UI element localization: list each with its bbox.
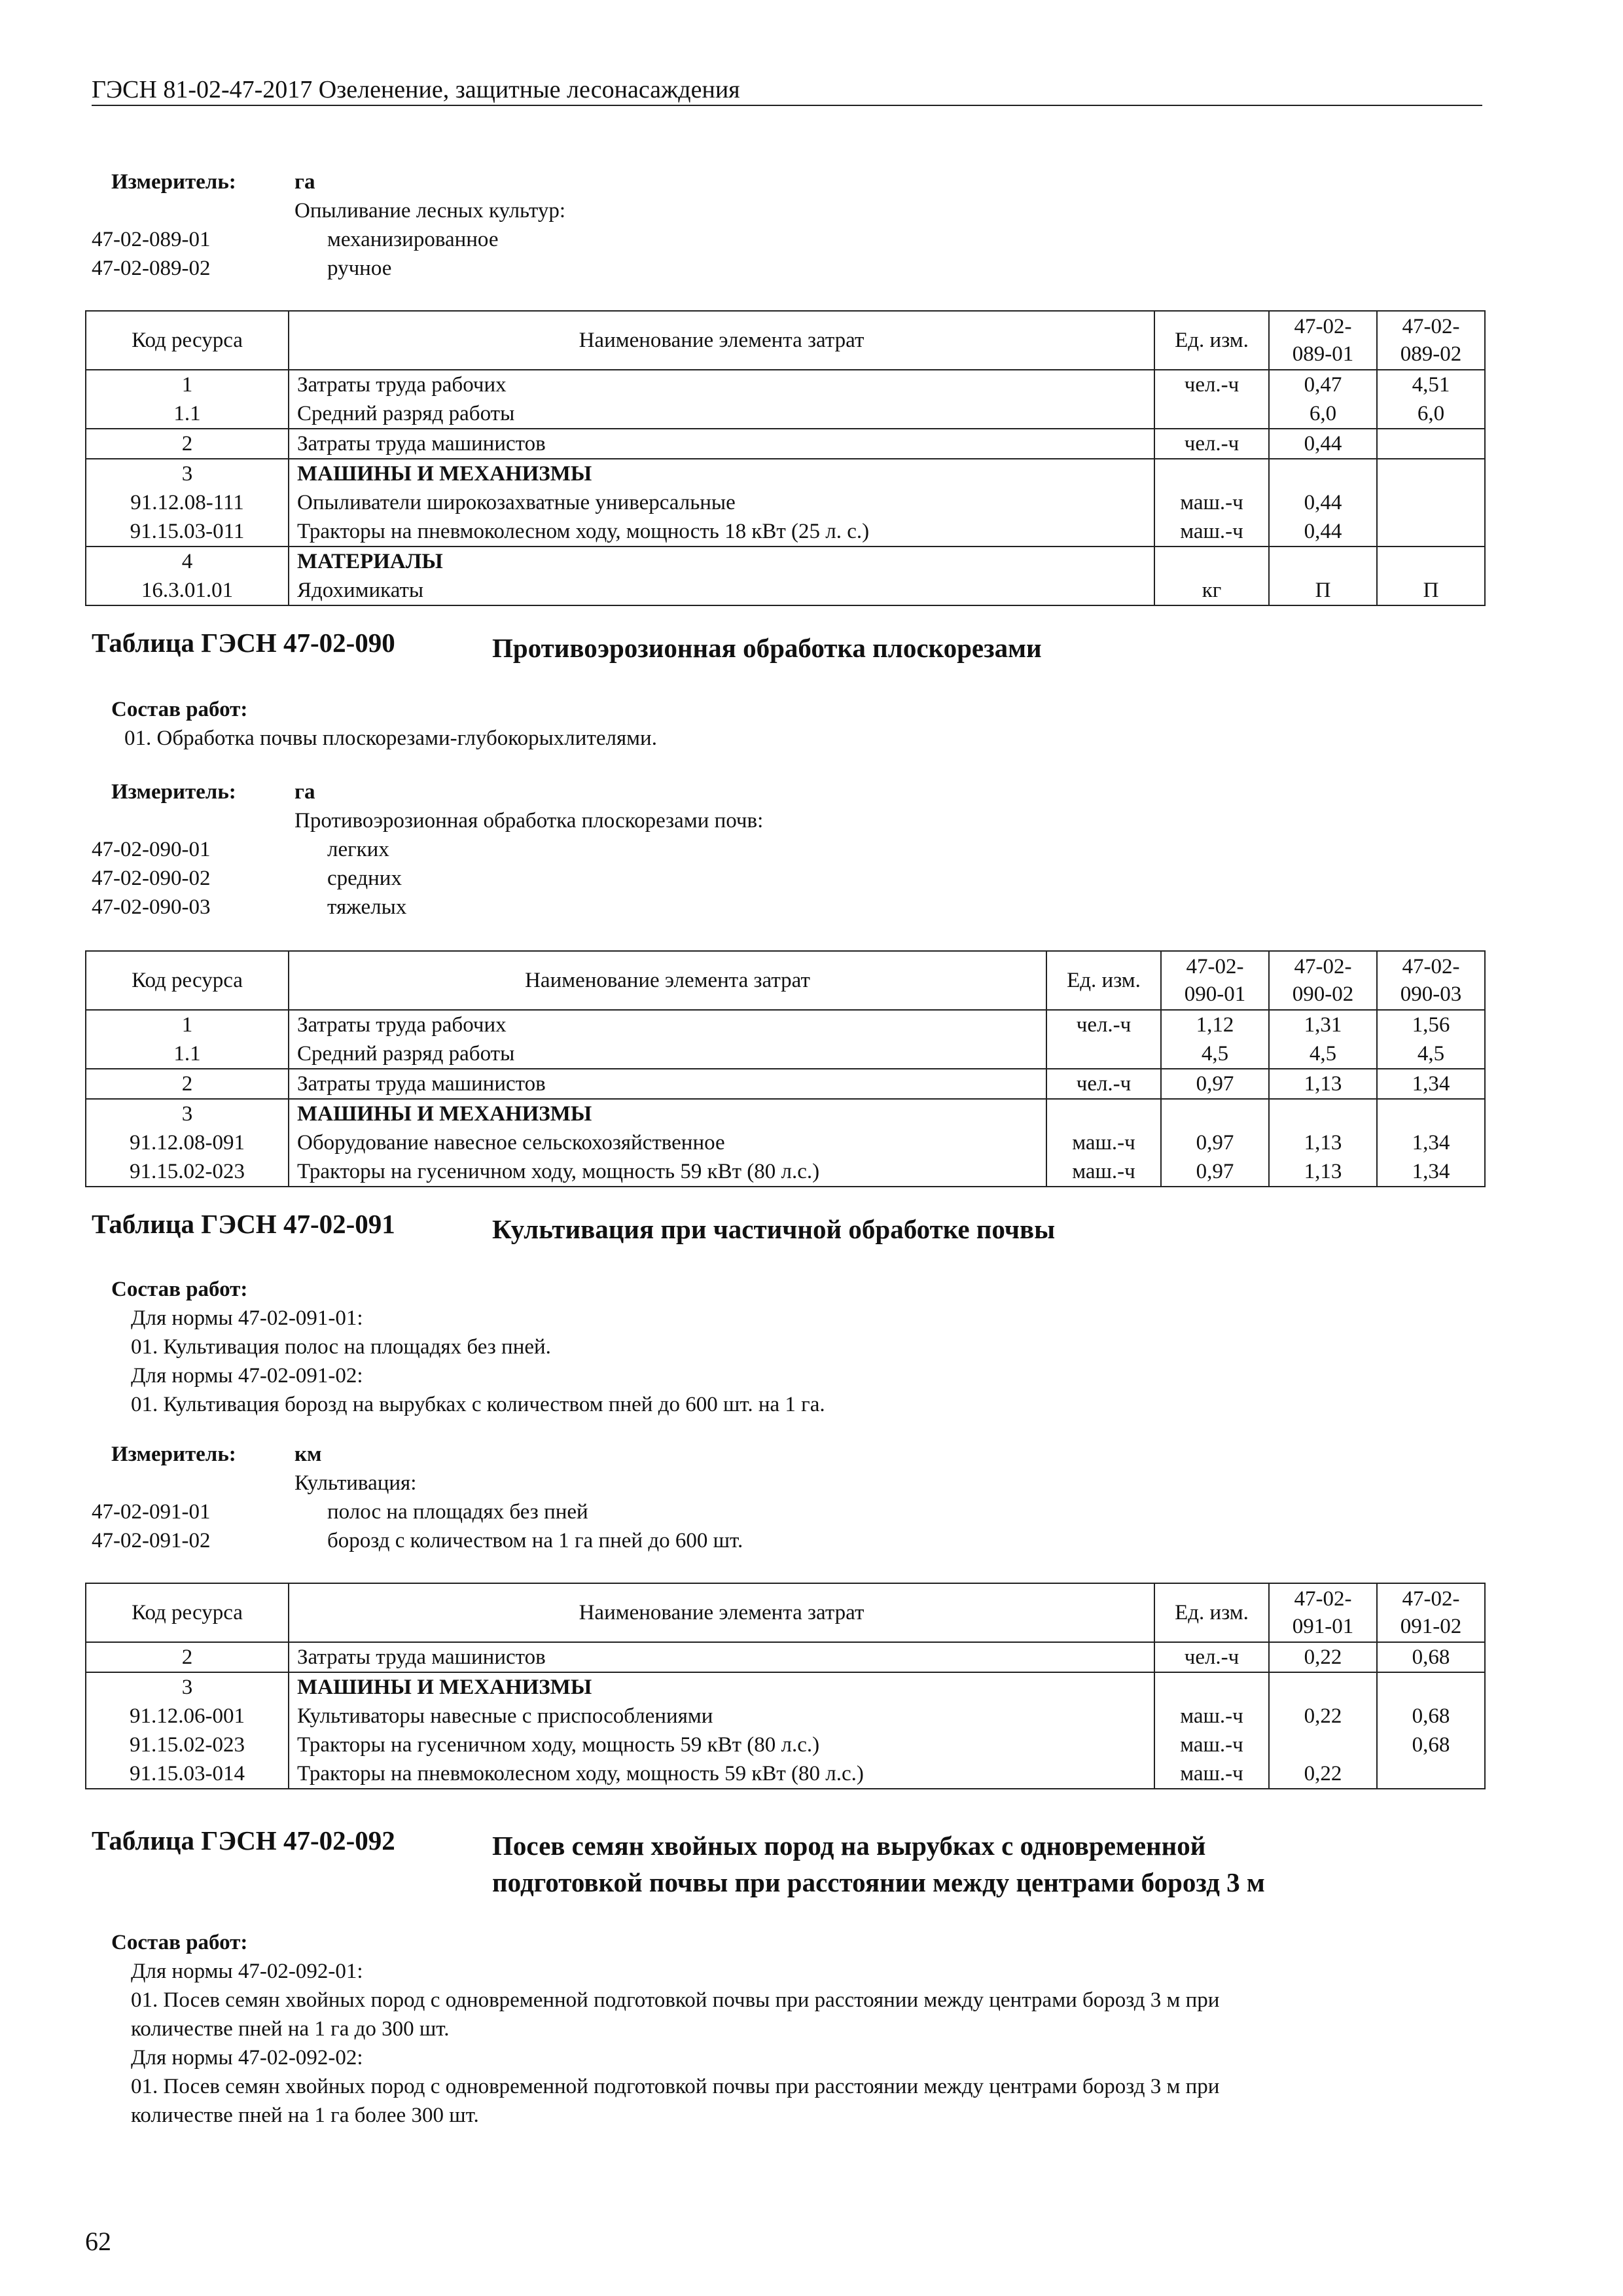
sostav-line: 01. Посев семян хвойных пород с одновременной подготовкой почвы при расстоянии между центрами борозд 3 м при — [131, 1988, 1220, 2012]
col-header: 47-02- 090-01 — [1161, 951, 1269, 1010]
norm-code: 47-02-091-02 — [92, 1528, 211, 1552]
table-cell: 0,97 — [1161, 1157, 1269, 1187]
table-cell: чел.-ч — [1046, 1069, 1161, 1099]
table-cell — [1046, 1039, 1161, 1069]
table-row — [86, 399, 1485, 429]
table-cell: 0,97 — [1161, 1069, 1269, 1099]
norm-text: полос на площадях без пней — [327, 1499, 588, 1524]
table-cell: 1,13 — [1269, 1128, 1377, 1157]
sostav-line: 01. Культивация борозд на вырубках с количеством пней до 600 шт. на 1 га. — [131, 1393, 825, 1416]
col-header: 47-02- 089-01 — [1269, 311, 1377, 370]
table-cell: 0,44 — [1269, 429, 1377, 459]
table-row — [86, 1759, 1485, 1789]
meter-block-090 — [92, 778, 1482, 922]
col-header: Наименование элемента затрат — [289, 1583, 1154, 1642]
col-header: Код ресурса — [86, 311, 289, 370]
table-cell: Тракторы на пневмоколесном ходу, мощность 59 кВт (80 л.с.) — [289, 1759, 1154, 1789]
table-cell: 2 — [86, 429, 289, 459]
table-row — [86, 1672, 1485, 1702]
table-cell — [1269, 459, 1377, 488]
table-cell: 91.12.08-111 — [86, 488, 289, 517]
table-cell: 1,34 — [1377, 1069, 1485, 1099]
col-header: Ед. изм. — [1154, 311, 1269, 370]
col-header: 47-02- 091-02 — [1377, 1583, 1485, 1642]
table-cell: 6,0 — [1269, 399, 1377, 429]
table-cell: 3 — [86, 1099, 289, 1128]
table-cell: Затраты труда рабочих — [289, 1010, 1046, 1039]
sostav-line: 01. Культивация полос на площадях без пней. — [131, 1335, 551, 1359]
table-header-row — [86, 311, 1485, 370]
table-row — [86, 459, 1485, 488]
table-cell — [1269, 1672, 1377, 1702]
table-cell — [1377, 547, 1485, 576]
meter-intro: Опыливание лесных культур: — [294, 198, 565, 223]
table-cell: Тракторы на гусеничном ходу, мощность 59 кВт (80 л.с.) — [289, 1731, 1154, 1759]
table-cell: 0,68 — [1377, 1731, 1485, 1759]
table-cell: 2 — [86, 1642, 289, 1672]
sostav-rabot-091 — [111, 1275, 1479, 1419]
table-row — [86, 1731, 1485, 1759]
table-cell: 1.1 — [86, 399, 289, 429]
table-cell: 4 — [86, 547, 289, 576]
sostav-line: Для нормы 47-02-092-01: — [131, 1960, 363, 1983]
table-cell: 0,44 — [1269, 488, 1377, 517]
sostav-line: 01. Обработка почвы плоскорезами-глубокорыхлителями. — [124, 726, 657, 750]
norm-code: 47-02-090-02 — [92, 866, 211, 890]
sostav-label: Состав работ: — [111, 1278, 248, 1301]
table-cell: 0,68 — [1377, 1702, 1485, 1731]
norm-code: 47-02-090-03 — [92, 895, 211, 919]
table-cell — [1154, 547, 1269, 576]
meter-label: Измеритель: — [111, 780, 236, 804]
table-cell: 0,22 — [1269, 1702, 1377, 1731]
table-cell: чел.-ч — [1154, 429, 1269, 459]
col-header: Ед. изм. — [1154, 1583, 1269, 1642]
sostav-rabot-092 — [111, 1928, 1479, 2130]
table-cell: Ядохимикаты — [289, 576, 1154, 605]
meter-block-091 — [92, 1440, 1482, 1555]
table-cell: маш.-ч — [1154, 517, 1269, 547]
table-cell: 1,12 — [1161, 1010, 1269, 1039]
table-row — [86, 1642, 1485, 1672]
table-cell: чел.-ч — [1154, 370, 1269, 399]
table-cell: 4,5 — [1161, 1039, 1269, 1069]
table-cell: 3 — [86, 1672, 289, 1702]
meter-block-089 — [92, 168, 1482, 283]
table-cell: 0,47 — [1269, 370, 1377, 399]
table-cell: 1,13 — [1269, 1157, 1377, 1187]
table-code: Таблица ГЭСН 47-02-092 — [92, 1825, 395, 1856]
table-cell: маш.-ч — [1046, 1128, 1161, 1157]
col-header: Наименование элемента затрат — [289, 951, 1046, 1010]
meter-intro: Культивация: — [294, 1471, 417, 1495]
col-header: Ед. изм. — [1046, 951, 1161, 1010]
resource-table-090 — [85, 950, 1486, 1187]
table-cell: 2 — [86, 1069, 289, 1099]
page-number: 62 — [85, 2227, 111, 2256]
table-header-row — [86, 1583, 1485, 1642]
table-row — [86, 370, 1485, 399]
table-cell: 91.12.08-091 — [86, 1128, 289, 1157]
table-cell: 16.3.01.01 — [86, 576, 289, 605]
table-row — [86, 1157, 1485, 1187]
sostav-line: Для нормы 47-02-092-02: — [131, 2046, 363, 2070]
table-cell: Оборудование навесное сельскохозяйственное — [289, 1128, 1046, 1157]
table-cell: чел.-ч — [1046, 1010, 1161, 1039]
table-name: Противоэрозионная обработка плоскорезами — [492, 633, 1042, 663]
table-cell — [1377, 459, 1485, 488]
table-cell: 6,0 — [1377, 399, 1485, 429]
table-cell: 4,5 — [1269, 1039, 1377, 1069]
table-name: Культивация при частичной обработке почвы — [492, 1214, 1056, 1244]
table-cell — [1377, 517, 1485, 547]
section-title-091 — [92, 1211, 1482, 1247]
norm-code: 47-02-091-01 — [92, 1499, 211, 1524]
table-code: Таблица ГЭСН 47-02-091 — [92, 1209, 395, 1239]
sostav-line: количестве пней на 1 га более 300 шт. — [131, 2104, 479, 2127]
table-cell: П — [1377, 576, 1485, 605]
norm-text: механизированное — [327, 227, 499, 251]
table-cell — [1154, 459, 1269, 488]
table-row — [86, 517, 1485, 547]
table-cell: 1,34 — [1377, 1128, 1485, 1157]
table-cell — [1377, 1099, 1485, 1128]
sostav-line: количестве пней на 1 га до 300 шт. — [131, 2017, 450, 2041]
table-cell: Затраты труда рабочих — [289, 370, 1154, 399]
table-cell: П — [1269, 576, 1377, 605]
col-header: 47-02- 089-02 — [1377, 311, 1485, 370]
table-row — [86, 488, 1485, 517]
table-row — [86, 547, 1485, 576]
meter-unit: км — [294, 1442, 322, 1466]
table-cell: чел.-ч — [1154, 1642, 1269, 1672]
norm-text: ручное — [327, 256, 392, 280]
meter-unit: га — [294, 780, 315, 804]
table-cell: Средний разряд работы — [289, 1039, 1046, 1069]
norm-code: 47-02-090-01 — [92, 837, 211, 861]
table-row — [86, 429, 1485, 459]
section-title-090 — [92, 630, 1482, 666]
sostav-label: Состав работ: — [111, 698, 248, 721]
table-cell: МАШИНЫ И МЕХАНИЗМЫ — [289, 459, 1154, 488]
col-header: 47-02- 090-03 — [1377, 951, 1485, 1010]
table-row — [86, 576, 1485, 605]
col-header: 47-02- 091-01 — [1269, 1583, 1377, 1642]
meter-intro: Противоэрозионная обработка плоскорезами почв: — [294, 808, 764, 833]
table-cell — [1269, 1099, 1377, 1128]
resource-table-091 — [85, 1583, 1486, 1789]
table-cell: Культиваторы навесные с приспособлениями — [289, 1702, 1154, 1731]
table-cell: МАШИНЫ И МЕХАНИЗМЫ — [289, 1099, 1046, 1128]
table-row — [86, 1069, 1485, 1099]
table-cell — [1046, 1099, 1161, 1128]
meter-unit: га — [294, 170, 315, 194]
table-cell: 91.15.02-023 — [86, 1731, 289, 1759]
col-header: Код ресурса — [86, 1583, 289, 1642]
table-cell — [1377, 429, 1485, 459]
table-cell: маш.-ч — [1154, 1702, 1269, 1731]
table-cell: 91.15.03-011 — [86, 517, 289, 547]
table-cell: Средний разряд работы — [289, 399, 1154, 429]
sostav-line: Для нормы 47-02-091-01: — [131, 1306, 363, 1330]
table-cell: маш.-ч — [1154, 1731, 1269, 1759]
table-cell: 1 — [86, 370, 289, 399]
norm-text: борозд с количеством на 1 га пней до 600 шт. — [327, 1528, 743, 1552]
table-cell — [1377, 1759, 1485, 1789]
table-cell: 91.15.02-023 — [86, 1157, 289, 1187]
table-cell: 1,56 — [1377, 1010, 1485, 1039]
table-row — [86, 1128, 1485, 1157]
col-header: Наименование элемента затрат — [289, 311, 1154, 370]
table-cell — [1161, 1099, 1269, 1128]
table-name: Посев семян хвойных пород на вырубках с одновременной подготовкой почвы при расстоянии между центрами борозд 3 м — [492, 1831, 1265, 1897]
table-cell: Затраты труда машинистов — [289, 1069, 1046, 1099]
section-title-092 — [92, 1827, 1482, 1901]
resource-table-089 — [85, 310, 1486, 606]
table-cell: Тракторы на гусеничном ходу, мощность 59 кВт (80 л.с.) — [289, 1157, 1046, 1187]
table-cell — [1377, 488, 1485, 517]
meter-label: Измеритель: — [111, 170, 236, 194]
table-cell: Тракторы на пневмоколесном ходу, мощность 18 кВт (25 л. с.) — [289, 517, 1154, 547]
table-row — [86, 1039, 1485, 1069]
table-cell: маш.-ч — [1046, 1157, 1161, 1187]
table-row — [86, 1099, 1485, 1128]
table-cell: 1 — [86, 1010, 289, 1039]
table-cell: 91.15.03-014 — [86, 1759, 289, 1789]
table-cell: Затраты труда машинистов — [289, 429, 1154, 459]
sostav-rabot-090 — [111, 695, 1479, 753]
table-cell: 0,97 — [1161, 1128, 1269, 1157]
col-header: 47-02- 090-02 — [1269, 951, 1377, 1010]
table-cell — [1377, 1672, 1485, 1702]
norm-text: тяжелых — [327, 895, 407, 919]
table-cell: МАТЕРИАЛЫ — [289, 547, 1154, 576]
table-row — [86, 1010, 1485, 1039]
sostav-line: 01. Посев семян хвойных пород с одновременной подготовкой почвы при расстоянии между центрами борозд 3 м при — [131, 2075, 1220, 2098]
table-cell: 1,34 — [1377, 1157, 1485, 1187]
table-cell: 4,51 — [1377, 370, 1485, 399]
table-cell: 91.12.06-001 — [86, 1702, 289, 1731]
table-cell: 0,22 — [1269, 1642, 1377, 1672]
table-cell: маш.-ч — [1154, 488, 1269, 517]
table-cell — [1154, 399, 1269, 429]
table-cell: 0,22 — [1269, 1759, 1377, 1789]
table-row — [86, 1702, 1485, 1731]
table-cell: 1,31 — [1269, 1010, 1377, 1039]
meter-label: Измеритель: — [111, 1442, 236, 1466]
table-cell: 0,44 — [1269, 517, 1377, 547]
norm-text: легких — [327, 837, 389, 861]
table-cell: 1,13 — [1269, 1069, 1377, 1099]
table-cell: маш.-ч — [1154, 1759, 1269, 1789]
table-cell: 1.1 — [86, 1039, 289, 1069]
table-cell: 3 — [86, 459, 289, 488]
table-header-row — [86, 951, 1485, 1010]
table-cell — [1269, 1731, 1377, 1759]
running-header: ГЭСН 81-02-47-2017 Озеленение, защитные лесонасаждения — [92, 77, 1482, 106]
table-cell: кг — [1154, 576, 1269, 605]
norm-text: средних — [327, 866, 402, 890]
sostav-line: Для нормы 47-02-091-02: — [131, 1364, 363, 1388]
table-cell: Опыливатели широкозахватные универсальные — [289, 488, 1154, 517]
table-cell: 0,68 — [1377, 1642, 1485, 1672]
norm-code: 47-02-089-02 — [92, 256, 211, 280]
table-cell: 4,5 — [1377, 1039, 1485, 1069]
table-cell: МАШИНЫ И МЕХАНИЗМЫ — [289, 1672, 1154, 1702]
sostav-label: Состав работ: — [111, 1931, 248, 1954]
table-cell — [1269, 547, 1377, 576]
col-header: Код ресурса — [86, 951, 289, 1010]
table-cell: Затраты труда машинистов — [289, 1642, 1154, 1672]
table-code: Таблица ГЭСН 47-02-090 — [92, 628, 395, 658]
norm-code: 47-02-089-01 — [92, 227, 211, 251]
table-cell — [1154, 1672, 1269, 1702]
